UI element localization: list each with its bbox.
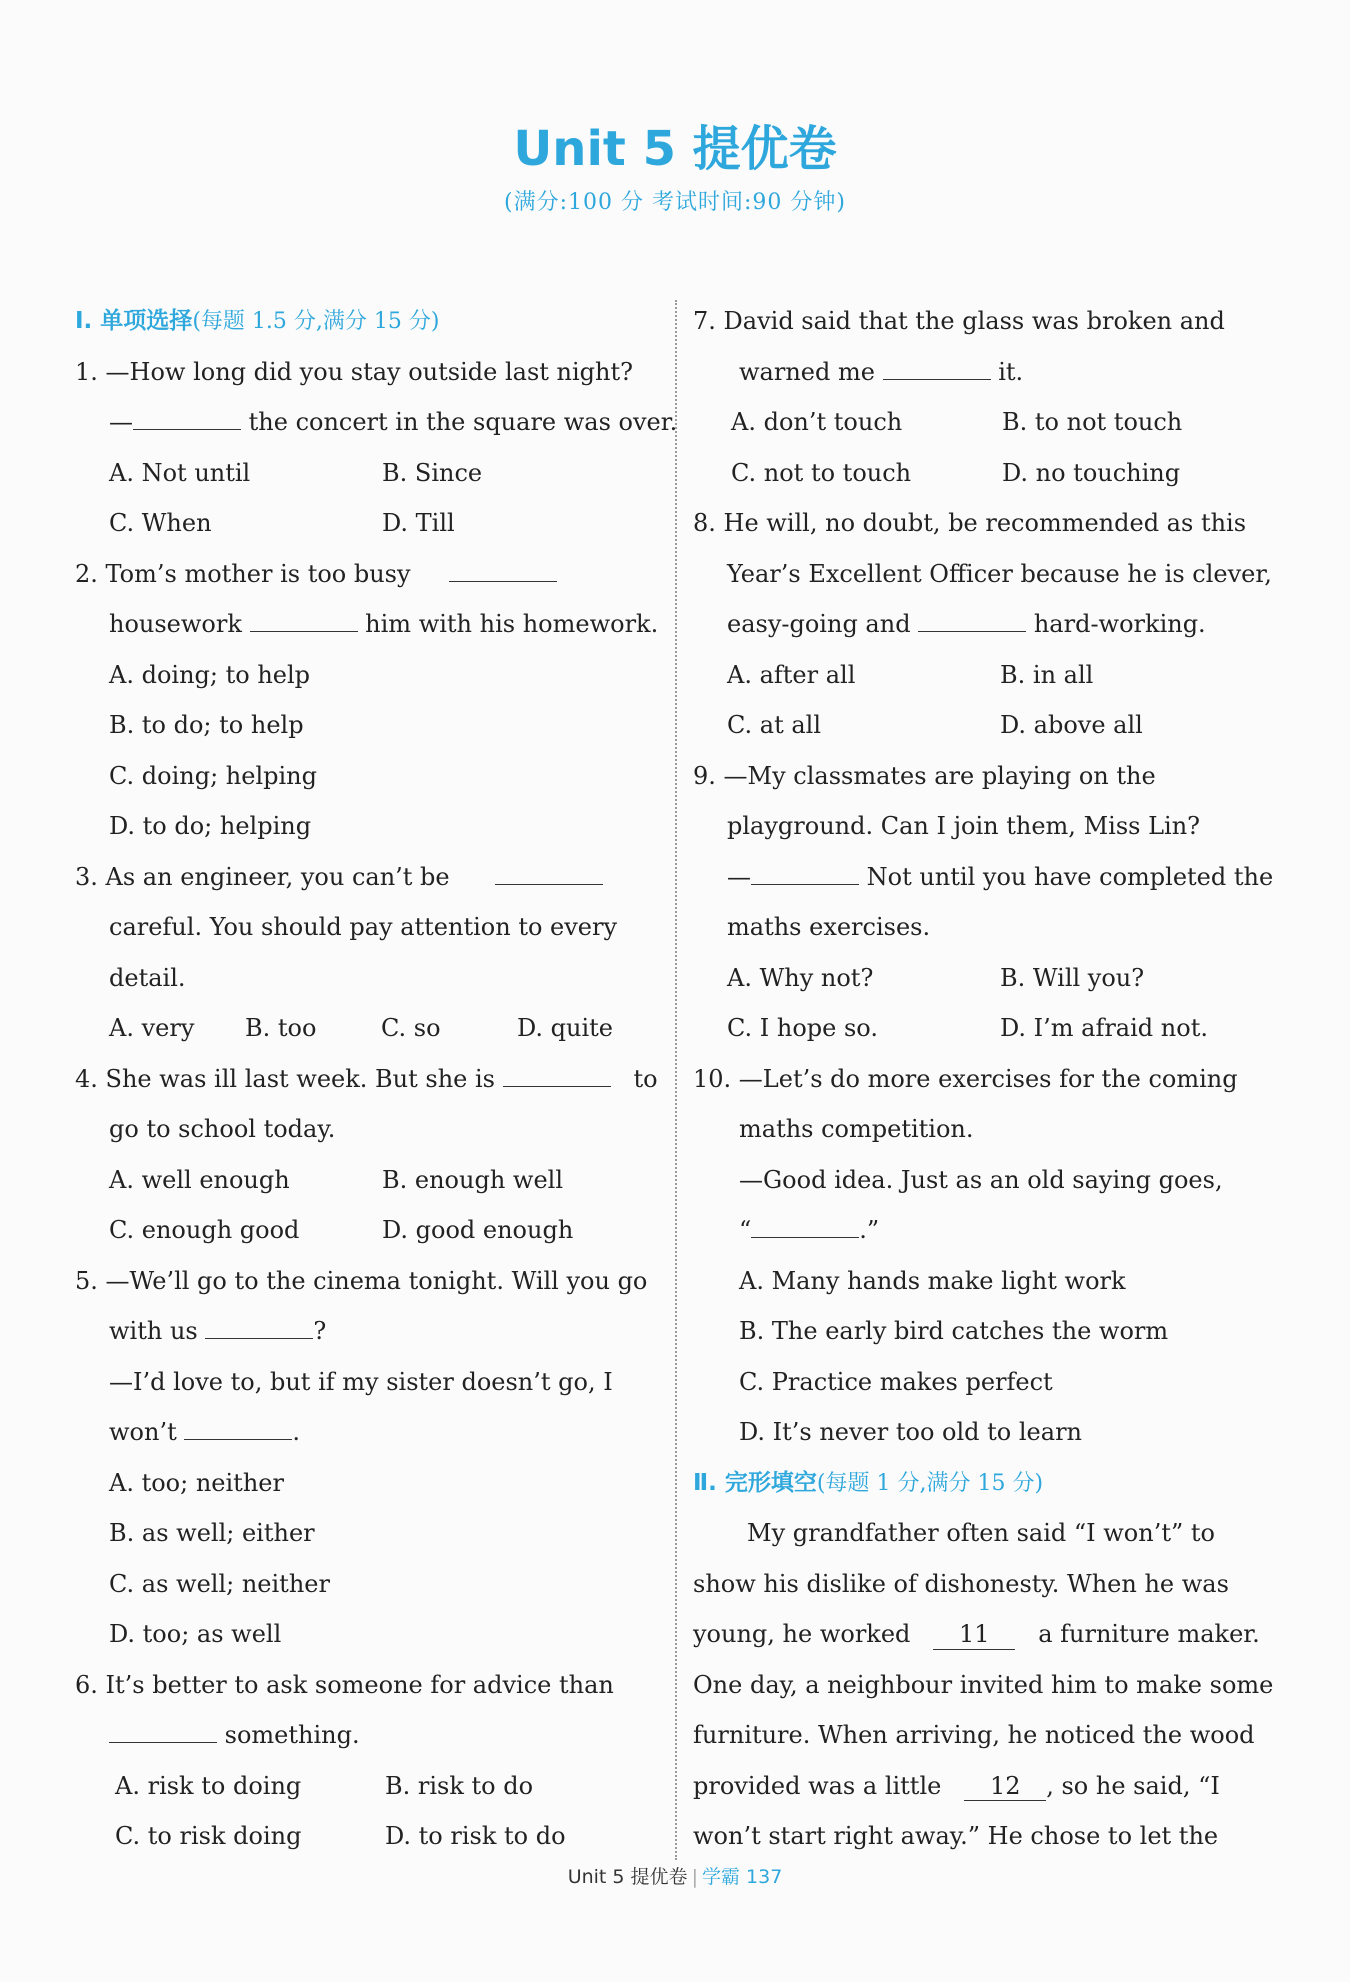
q2-stem-text: 2. Tom’s mother is too busy <box>75 559 411 588</box>
answer-blank <box>495 858 603 884</box>
q7-option-d: D. no touching <box>1002 458 1181 487</box>
page-footer <box>0 1862 1350 1889</box>
q2-option-d: D. to do; helping <box>109 812 312 840</box>
q6-options-row-2 <box>75 1811 655 1862</box>
q5-reply: —I’d love to, but if my sister doesn’t go, I <box>109 1367 613 1396</box>
q5-stem-text: with us <box>109 1317 198 1345</box>
section-1-label: Ⅰ. 单项选择 <box>75 308 193 334</box>
footer-brand: 学霸 <box>701 1866 740 1888</box>
q4-stem-cont: go to school today. <box>109 1115 336 1143</box>
q4-option-c: C. enough good <box>109 1216 300 1244</box>
q2-stem-text-3: him with his homework. <box>365 610 659 638</box>
q9-option-a: A. Why not? <box>727 963 874 992</box>
q9-reply <box>693 852 1273 903</box>
q8-option-b: B. in all <box>1000 660 1094 689</box>
q10-reply: —Good idea. Just as an old saying goes, <box>739 1165 1223 1194</box>
q4-option-b: B. enough well <box>382 1165 564 1194</box>
q4-option-a: A. well enough <box>109 1165 290 1194</box>
answer-blank <box>109 1717 217 1743</box>
q9-options-row-2 <box>693 1003 1273 1054</box>
q1-dash: — <box>109 408 133 436</box>
answer-blank <box>918 606 1026 632</box>
q9-options-row-1 <box>693 953 1273 1004</box>
q7-options-row-1 <box>693 397 1273 448</box>
q9-option-d: D. I’m afraid not. <box>1000 1014 1208 1042</box>
q3-stem-end: detail. <box>109 963 186 992</box>
answer-blank <box>503 1060 611 1086</box>
footer-separator: | <box>691 1866 698 1888</box>
left-column <box>75 296 678 1862</box>
cloze-line-3 <box>693 1609 1273 1660</box>
q6-stem-text: something. <box>224 1721 360 1749</box>
cloze-line-2: show his dislike of dishonesty. When he was <box>693 1569 1229 1598</box>
q1-options-row-1 <box>75 448 655 499</box>
q1-reply <box>75 397 678 448</box>
q2-option-c: C. doing; helping <box>109 761 317 790</box>
q6-option-a: A. risk to doing <box>115 1771 302 1800</box>
q1-options-row-2 <box>75 498 655 549</box>
answer-blank <box>250 606 358 632</box>
q5-option-b: B. as well; either <box>109 1519 315 1547</box>
q8-stem: 8. He will, no doubt, be recommended as this <box>693 509 1247 537</box>
q2-stem-cont <box>75 599 659 650</box>
page-title: Unit 5 提优卷 <box>513 121 837 177</box>
q7-stem-text-2: it. <box>998 357 1024 386</box>
q1-option-b: B. Since <box>382 458 483 487</box>
cloze-line-7: won’t start right away.” He chose to let the <box>693 1822 1219 1850</box>
q8-option-d: D. above all <box>1000 711 1143 739</box>
q4-option-d: D. good enough <box>382 1216 574 1244</box>
q8-stem-text: easy-going and <box>727 610 911 638</box>
q10-option-a: A. Many hands make light work <box>739 1266 1126 1295</box>
q7-stem: 7. David said that the glass was broken and <box>693 307 1225 335</box>
answer-blank <box>751 858 859 884</box>
q10-stem-cont: maths competition. <box>739 1115 974 1143</box>
q7-option-a: A. don’t touch <box>731 408 903 436</box>
q5-reply-text: won’t <box>109 1418 177 1446</box>
q5-reply-period: . <box>292 1418 301 1446</box>
cloze-text-2: a furniture maker. <box>1038 1620 1260 1648</box>
q7-option-b: B. to not touch <box>1002 408 1183 436</box>
cloze-line-4: One day, a neighbour invited him to make some <box>693 1670 1274 1699</box>
cloze-text: young, he worked <box>693 1620 911 1648</box>
q2-stem-text-2: housework <box>109 610 242 638</box>
q4-stem-text-2: to <box>633 1064 658 1093</box>
q4-options-row-1 <box>75 1155 655 1206</box>
cloze-line-5: furniture. When arriving, he noticed the wood <box>693 1721 1255 1749</box>
cloze-blank-11: 11 <box>933 1620 1015 1650</box>
q4-stem <box>75 1054 658 1105</box>
page-subtitle: (满分:100 分 考试时间:90 分钟) <box>504 190 846 215</box>
section-2-heading <box>693 1458 1273 1509</box>
q3-stem <box>75 852 655 903</box>
q7-option-c: C. not to touch <box>731 458 912 487</box>
q6-option-d: D. to risk to do <box>385 1822 566 1850</box>
section-2-points: (每题 1 分,满分 15 分) <box>816 1470 1044 1496</box>
q6-options-row-1 <box>75 1761 655 1812</box>
q5-option-c: C. as well; neither <box>109 1569 330 1598</box>
q5-reply-cont <box>75 1407 655 1458</box>
q8-option-c: C. at all <box>727 711 822 739</box>
q10-stem: 10. —Let’s do more exercises for the coming <box>693 1064 1238 1093</box>
q3-option-c: C. so <box>381 1014 441 1042</box>
q10-quote-open: “ <box>739 1216 752 1244</box>
q3-stem-text: 3. As an engineer, you can’t be <box>75 862 450 891</box>
q10-option-b: B. The early bird catches the worm <box>739 1317 1169 1345</box>
q6-option-c: C. to risk doing <box>115 1822 302 1850</box>
section-1-points: (每题 1.5 分,满分 15 分) <box>192 309 440 334</box>
q8-options-row-1 <box>693 650 1273 701</box>
q2-option-a: A. doing; to help <box>109 660 311 689</box>
q3-option-b: B. too <box>245 1014 317 1042</box>
q4-stem-text: 4. She was ill last week. But she is <box>75 1064 495 1093</box>
q1-option-a: A. Not until <box>109 458 251 487</box>
footer-unit: Unit 5 提优卷 <box>567 1866 688 1888</box>
q2-stem <box>75 549 655 600</box>
section-2-label: Ⅱ. 完形填空 <box>693 1469 817 1496</box>
q3-stem-cont: careful. You should pay attention to every <box>109 913 618 941</box>
q9-stem-cont: playground. Can I join them, Miss Lin? <box>727 812 1201 840</box>
right-column <box>693 296 1273 1862</box>
q8-stem-end <box>693 599 1273 650</box>
q5-option-a: A. too; neither <box>109 1468 284 1497</box>
q10-quote-close: .” <box>859 1216 880 1244</box>
q4-options-row-2 <box>75 1205 655 1256</box>
q5-stem-cont <box>75 1306 655 1357</box>
column-divider <box>675 300 677 1860</box>
q5-option-d: D. too; as well <box>109 1620 282 1648</box>
cloze-line-6 <box>693 1761 1273 1812</box>
q8-stem-cont: Year’s Excellent Officer because he is clever, <box>727 559 1272 588</box>
q10-quote <box>693 1205 1273 1256</box>
q9-option-c: C. I hope so. <box>727 1014 878 1042</box>
q8-option-a: A. after all <box>727 660 856 689</box>
q8-stem-text-2: hard-working. <box>1033 610 1206 638</box>
q9-option-b: B. Will you? <box>1000 963 1145 992</box>
q8-options-row-2 <box>693 700 1273 751</box>
q2-option-b: B. to do; to help <box>109 711 304 739</box>
answer-blank <box>883 353 991 379</box>
answer-blank <box>133 404 241 430</box>
cloze-blank-12: 12 <box>964 1772 1046 1802</box>
q9-stem: 9. —My classmates are playing on the <box>693 761 1156 790</box>
q7-stem-text: warned me <box>739 357 875 386</box>
q1-option-c: C. When <box>109 509 212 537</box>
q3-option-d: D. quite <box>517 1014 613 1042</box>
q1-option-d: D. Till <box>382 509 455 537</box>
q10-option-d: D. It’s never too old to learn <box>739 1418 1082 1446</box>
cloze-line-1: My grandfather often said “I won’t” to <box>747 1519 1215 1547</box>
cloze-text-4: , so he said, “I <box>1046 1771 1220 1800</box>
q9-dash: — <box>727 862 751 891</box>
q7-stem-cont <box>693 347 1273 398</box>
q9-reply-cont: maths exercises. <box>727 913 931 941</box>
q3-options <box>75 1003 655 1054</box>
q7-options-row-2 <box>693 448 1273 499</box>
answer-blank <box>449 555 557 581</box>
q6-stem: 6. It’s better to ask someone for advice than <box>75 1670 614 1699</box>
section-1-heading <box>75 296 655 347</box>
q10-option-c: C. Practice makes perfect <box>739 1367 1053 1396</box>
q6-option-b: B. risk to do <box>385 1771 534 1800</box>
q3-option-a: A. very <box>109 1014 195 1042</box>
q1-reply-text: the concert in the square was over. <box>241 408 678 436</box>
answer-blank <box>751 1212 859 1238</box>
q5-stem: 5. —We’ll go to the cinema tonight. Will you go <box>75 1266 648 1295</box>
q9-reply-text: Not until you have completed the <box>859 862 1274 891</box>
cloze-text-3: provided was a little <box>693 1771 942 1800</box>
q1-stem: 1. —How long did you stay outside last night? <box>75 357 634 386</box>
answer-blank <box>205 1313 313 1339</box>
q5-stem-qmark: ? <box>313 1317 327 1345</box>
q6-stem-cont <box>75 1710 655 1761</box>
answer-blank <box>184 1414 292 1440</box>
page-number: 137 <box>746 1866 783 1888</box>
